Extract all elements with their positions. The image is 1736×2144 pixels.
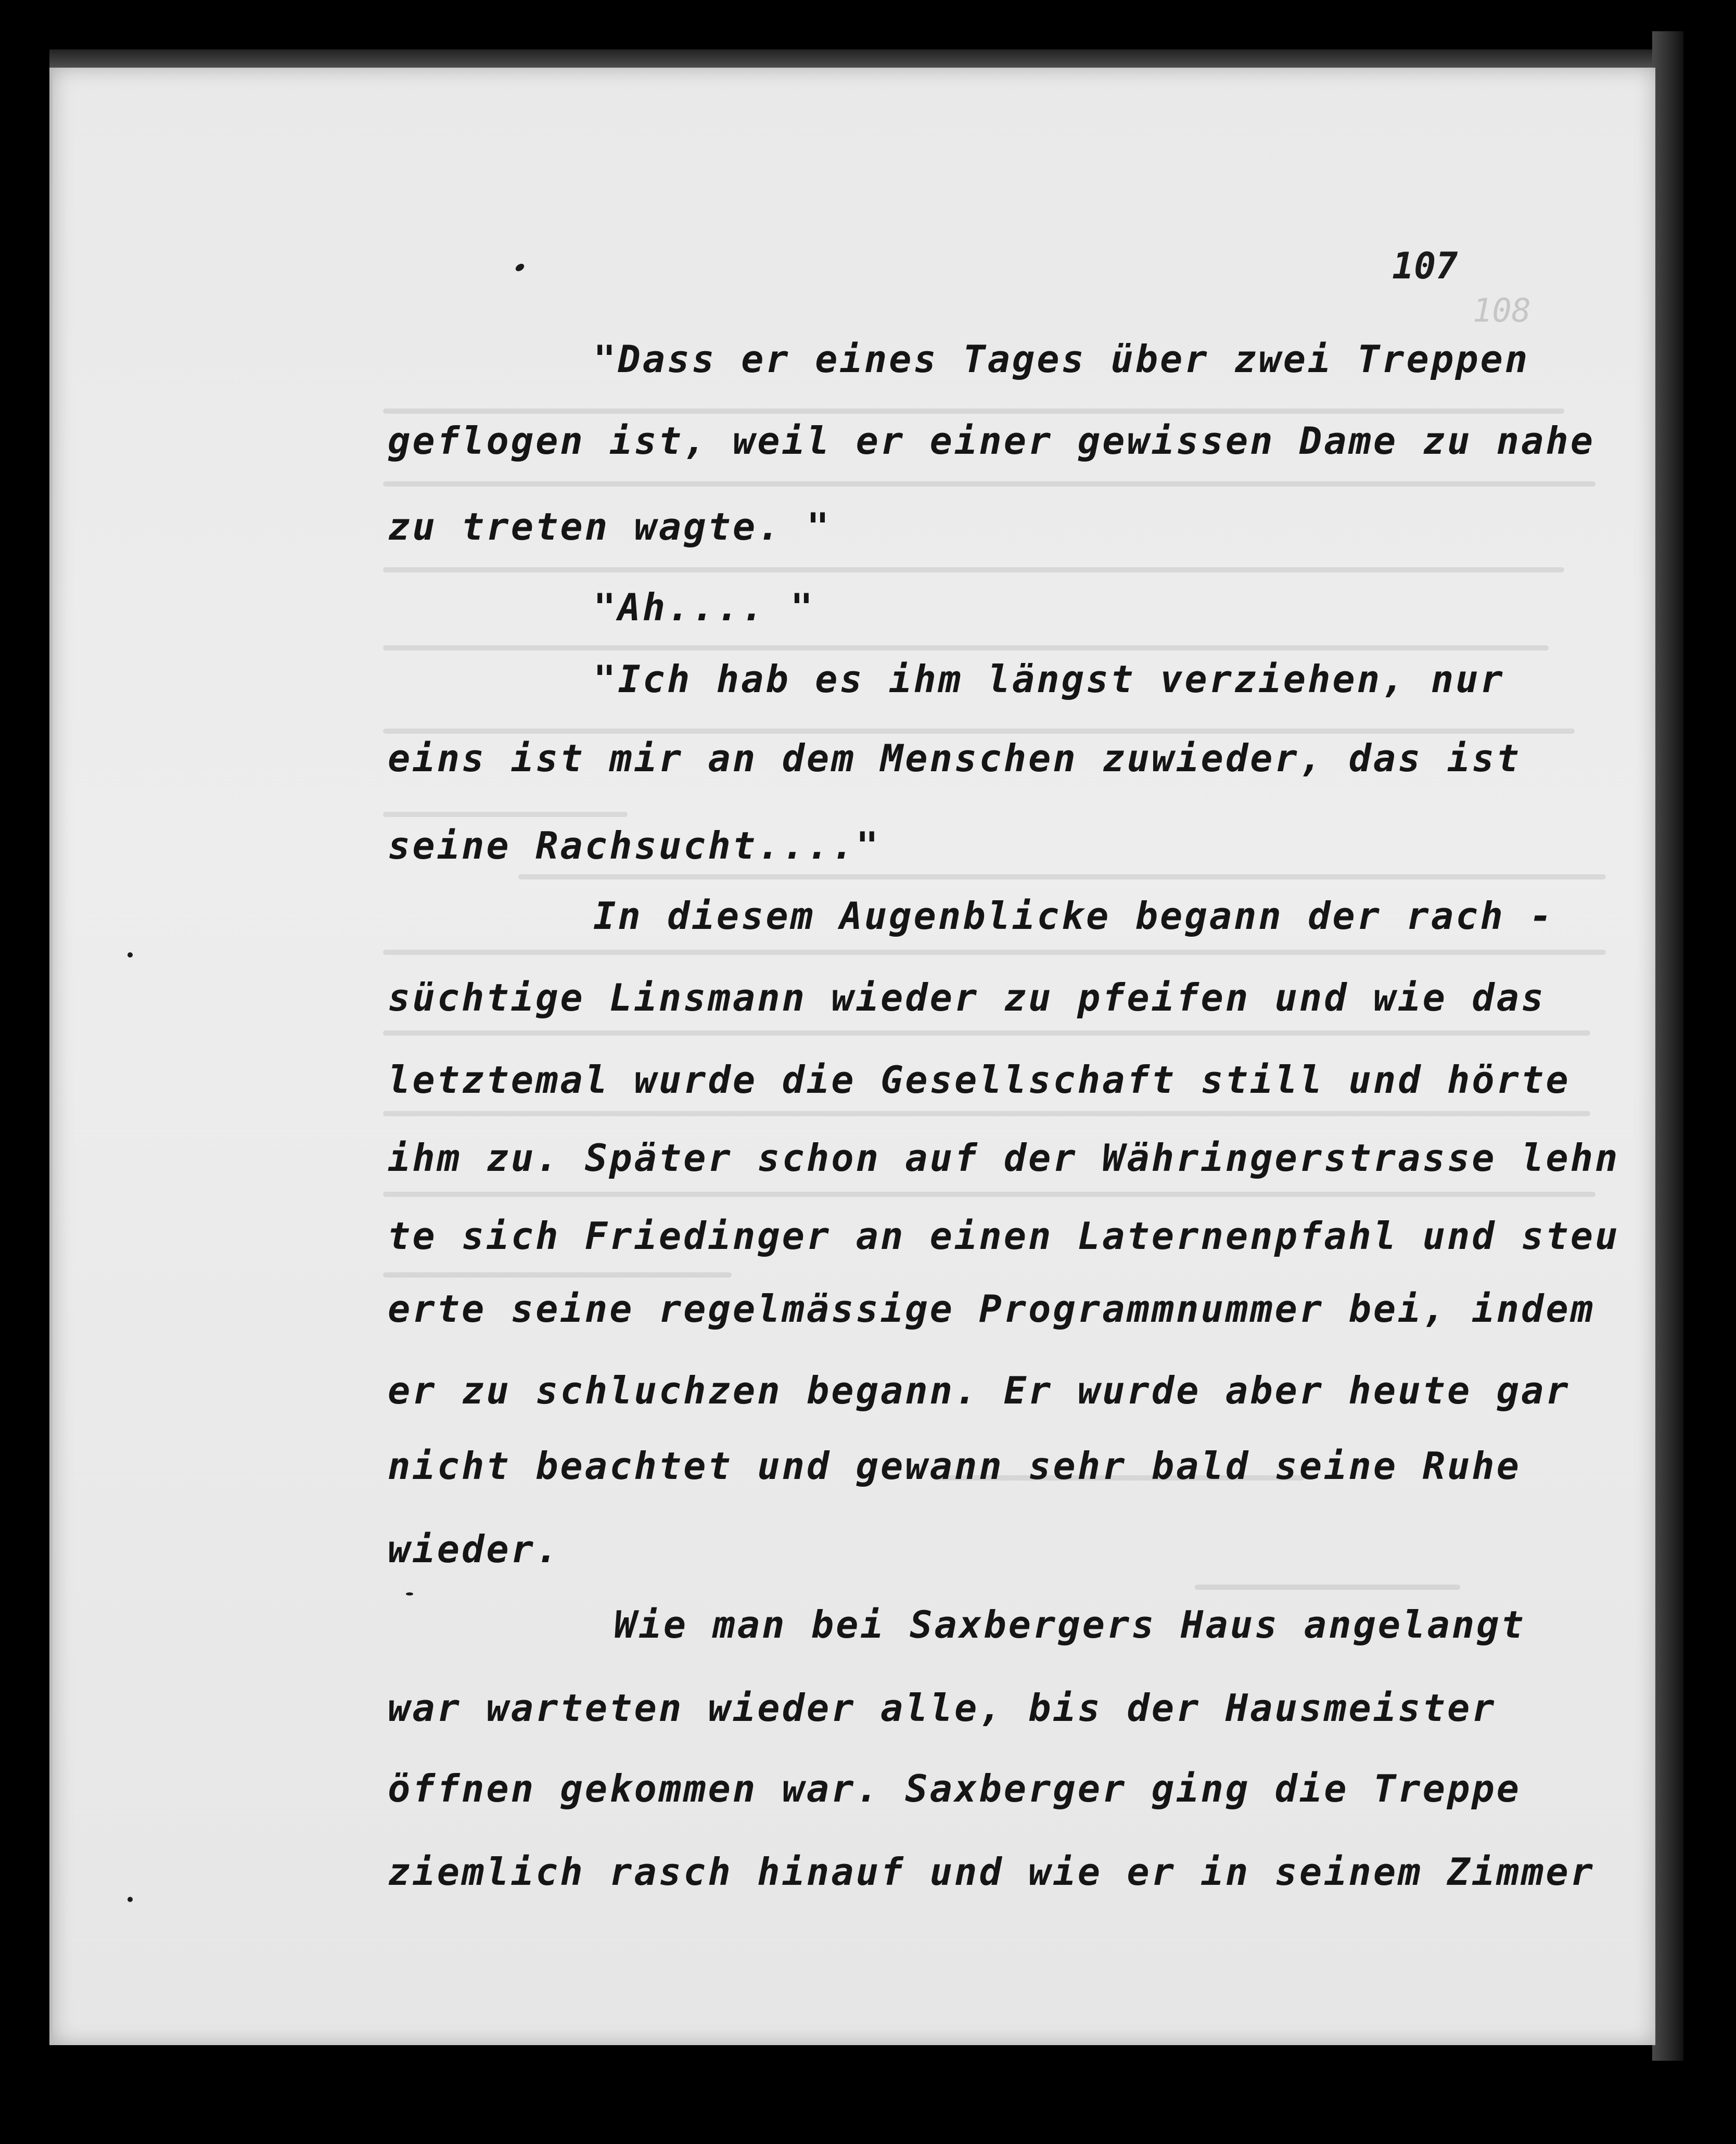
text-line: "Dass er eines Tages über zwei Treppen — [593, 337, 1530, 381]
text-line: In diesem Augenblicke begann der rach - — [593, 894, 1554, 938]
text-line: zu treten wagte. " — [388, 505, 832, 548]
text-line: Wie man bei Saxbergers Haus angelangt — [614, 1603, 1526, 1647]
stray-mark — [127, 1897, 133, 1902]
text-line: nicht beachtet und gewann sehr bald seine Ruhe — [388, 1444, 1521, 1488]
text-line: er zu schluchzen begann. Er wurde aber heute gar — [388, 1369, 1571, 1412]
text-line: wieder. — [388, 1527, 560, 1571]
stray-mark — [127, 952, 133, 958]
text-line: seine Rachsucht...." — [388, 824, 880, 867]
text-line: "Ich hab es ihm längst verziehen, nur — [593, 657, 1505, 701]
text-line: eins ist mir an dem Menschen zuwieder, das ist — [388, 736, 1521, 780]
text-line: süchtige Linsmann wieder zu pfeifen und wie das — [388, 976, 1546, 1019]
page-top-edge — [49, 49, 1652, 70]
stray-mark — [406, 1592, 413, 1596]
text-line: öffnen gekommen war. Saxberger ging die Treppe — [388, 1767, 1521, 1810]
text-line: ziemlich rasch hinauf und wie er in seinem Zimmer — [388, 1850, 1595, 1894]
page-right-edge — [1652, 31, 1683, 2061]
text-line: erte seine regelmässige Programmnummer bei, indem — [388, 1287, 1595, 1331]
text-line: ihm zu. Später schon auf der Währingerstrasse lehn — [388, 1136, 1620, 1180]
text-line: geflogen ist, weil er einer gewissen Dame zu nahe — [388, 419, 1595, 463]
text-line: "Ah.... " — [593, 585, 815, 629]
text-line: te sich Friedinger an einen Laternenpfahl und steu — [388, 1214, 1620, 1258]
bleed-through-page-number: 108 — [1473, 291, 1531, 329]
text-line: war warteten wieder alle, bis der Hausmeister — [388, 1686, 1497, 1730]
page-number: 107 — [1392, 245, 1458, 287]
text-line: letztemal wurde die Gesellschaft still und hörte — [388, 1058, 1571, 1102]
